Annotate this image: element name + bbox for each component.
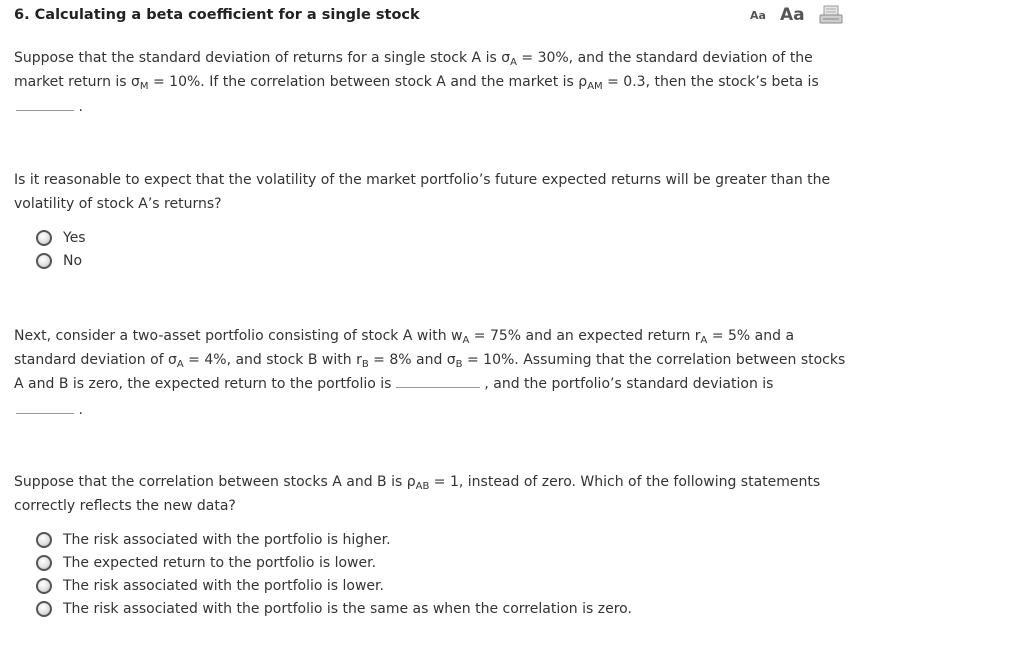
q1-text-part: = 10%. If the correlation between stock A and the market is ρ — [148, 74, 588, 90]
question-4-text — [14, 470, 854, 518]
radio-icon[interactable] — [36, 532, 52, 548]
q4-text-part: = 1, instead of zero. Which of the following statements correctly reflects the new data? — [14, 474, 821, 514]
option-yes[interactable] — [36, 226, 86, 249]
std-dev-answer-blank[interactable] — [16, 399, 74, 414]
q1-subscript: M — [139, 81, 149, 92]
q3-subscript: B — [455, 359, 463, 370]
q3-text-part: , and the portfolio’s standard deviation is — [479, 376, 774, 392]
question-2-text: Is it reasonable to expect that the volatility of the market portfolio’s future expected returns will be greater than the volatility of stock A’s returns? — [14, 172, 831, 212]
option-no[interactable] — [36, 249, 86, 272]
q3-subscript: A — [462, 335, 470, 346]
q1-text-part: = 0.3, then the stock’s beta is — [602, 74, 819, 90]
q3-subscript: A — [176, 359, 184, 370]
option-label: The risk associated with the portfolio is the same as when the correlation is zero. — [63, 601, 632, 618]
q3-text-part: = 75% and an expected return r — [469, 328, 701, 344]
q3-end-period: . — [74, 402, 83, 418]
q3-subscript: A — [700, 335, 708, 346]
question-1-text — [14, 46, 854, 94]
q1-subscript: AM — [587, 81, 603, 92]
option-label: No — [63, 252, 83, 269]
decrease-font-button[interactable]: Aa — [750, 8, 766, 22]
q2-options — [36, 226, 86, 272]
q1-text-part: Suppose that the standard deviation of returns for a single stock A is σ — [14, 50, 511, 66]
q4-text-part: Suppose that the correlation between stocks A and B is ρ — [14, 474, 416, 490]
expected-return-blank[interactable] — [396, 373, 480, 388]
increase-font-button[interactable]: Aa — [779, 5, 805, 25]
option-risk-higher[interactable] — [36, 528, 632, 551]
option-risk-lower[interactable] — [36, 574, 632, 597]
option-label: The risk associated with the portfolio is higher. — [63, 531, 391, 548]
option-label: Yes — [63, 229, 86, 246]
q3-subscript: B — [361, 359, 369, 370]
q3-text-part: Next, consider a two-asset portfolio consisting of stock A with w — [14, 328, 463, 344]
q3-text-part: = 8% and σ — [368, 352, 456, 368]
radio-icon[interactable] — [36, 578, 52, 594]
q3-text-part: = 5% and a standard deviation of σ — [14, 328, 795, 368]
question-3-text — [14, 324, 854, 396]
beta-answer-line — [16, 95, 856, 119]
q3-text-part: = 10%. Assuming that the correlation between stocks A and B is zero, the expected return to the portfolio is — [14, 352, 846, 392]
q4-options — [36, 528, 632, 621]
radio-icon[interactable] — [36, 555, 52, 571]
option-return-lower[interactable] — [36, 551, 632, 574]
q3-text-part: = 4%, and stock B with r — [183, 352, 362, 368]
q1-end-period: . — [74, 99, 83, 115]
beta-answer-blank[interactable] — [16, 96, 74, 111]
option-label: The expected return to the portfolio is lower. — [63, 554, 377, 571]
radio-icon[interactable] — [36, 601, 52, 617]
page-title: 6. Calculating a beta coefficient for a single stock — [14, 7, 420, 23]
option-label: The risk associated with the portfolio is lower. — [63, 577, 384, 594]
q1-subscript: A — [510, 57, 517, 68]
toolbar — [750, 5, 843, 25]
q1-text-part: = 30%, and the standard deviation of the market return is σ — [14, 50, 813, 90]
std-dev-answer-line — [16, 398, 856, 422]
option-risk-same[interactable] — [36, 598, 632, 621]
print-icon[interactable] — [819, 5, 843, 25]
radio-icon[interactable] — [36, 253, 52, 269]
radio-icon[interactable] — [36, 230, 52, 246]
q4-subscript: AB — [415, 481, 430, 492]
